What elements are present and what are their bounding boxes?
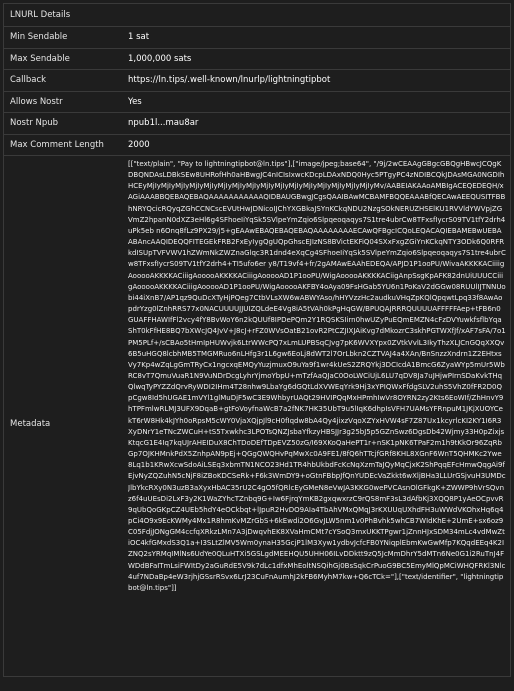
row-value: 1,000,000 sats bbox=[128, 53, 192, 64]
nostr-npub-value[interactable]: npub1l...mau8ar bbox=[128, 118, 199, 129]
row-value: Yes bbox=[128, 96, 142, 107]
row-label: Max Sendable bbox=[10, 53, 70, 64]
row-label: Metadata bbox=[10, 418, 51, 429]
detail-row-callback bbox=[4, 70, 510, 92]
detail-row-max-comment-length bbox=[4, 135, 510, 157]
row-label: Min Sendable bbox=[10, 32, 68, 43]
metadata-value[interactable]: [["text/plain", "Pay to lightningtipbot@ln.tips"],["image/jpeg;base64", "/9j/2wCEAAgGBgcGBQgHBwcJCQgKDBQNDAsLDBkSEw8UHRofHh0aHBwgJC4nICIsIxwcKDcpLDAxNDQ0Hyc5PTgyPC4zNDIBCQkJDAsMGA0NGDIhHCEyMjIyMjIyMjIyMjIyMjIyMjIyMjIyMjIyMjIyMjIyMjIyMjIyMjIyMjIyMjIyMjIyMv/AABEIAKAAoAMBIgACEQEDEQH/xAGiAAABBQEBAQEBAQAAAAAAAAAAAQIDBAUGBwgJCgsQAAIBAwMCBAMFBQQEAAABfQECAwAEEQUSITFBBhNRYQcicRQyqZGhCCNCscEVUtHwJDNicoIJChYXGBkaJSYnKCkqNDU2NzgSOkNERUZHSElKU1RVVldYWVpjZGVmZ2hpanN0dXZ3eHl6g4SFhoeIiYqSk5SVlpeYmZqio6Slpqeoqaqys7S1tre4ubrCw8TFxsfIycrS09TV1tfY2drh4uPk5eb n6Onq8fLz9PX29/j5+gEAAwEBAQEBAQEBAQAAAAAAAAECAwQFBgcICQoLEQACAQIEBAMEBwUEBAABAncAAQIDEQQFITEGEkFRB2FxEyIygQgUQpGhscEJIzNS8BVictEKFiQ04SXxFxgZGiYnKCkqNTY3ODk6Q0RFRkdISUpTVFVWV1hZWmNkZWZnaGlqc3R1dnd4eXqCg4SFhoeIiYqSk5SVlpeYmZqio6Slpqeoqaqys7S1tre4ubrCw8TFxsfIycrS09TV1tfY2drh4+TI5ufo6er y8/T19vf4+fr/2gAMAwEAAhEDEQA/APJD1P1ooPU/WivaAKKKKACiiiigAooooAKKKKACiiigAooooAKKKKACiiigAooooAD1P1ooPU/WigAooooAKKKKACiigAnpSsgKpAFK82dnUiUUUCCiiigAooooAKKKKACiiigAooooAD1P1ooPU/WigAooooAKFBY4oAya09FsHGab5YU6n1PoKaV2dGGw08RUUlIJTNNUobi44iXnB7/AP1qz9QuDcXTyHjPQeg7CtbVLsXW6wABWYAso/hHYVzzHc2audkuVHqZpKQlQpqwtLpq33f8AwAopdrYzg0lZnhRRS77x0NACUUUUJJUIZQLdeE4Vg8iA5tVAh0kPgHqGW/BPUQAJRRRQUUUUAFFFFFAep+tFB6n0GUAFFHAWIfFl2vcy4fY8BvWoY6n2kQUUf8IPDePQm2Y1RQSKSIirn0hwUZyPuEQmEMZN4cFzDVYuwkfsflbYqaShT0kFfHE8BQ7bXWcJQ4JvV+J8cJ+rFZ0WVsOatB21ovR2PtCZJIXJAiKvg7dMkozrC3skhPGTWXfJf/xAF7sFA/7o1PM5PLf+/sCBAo5tHmIpHUWvjk6LtrWWcPQ7xLmLUPBSqCJvg7pK6WVXYpx0ZVtkVvlL3IkyThzXLJCnGQqXXQv6B5uHGQ8lcbhMB5TMGMRuo6nLHfg3r1L6gw6EoLj8dWT2l7OrLbkn2CZTVAJ4a4XAn/BnSnzzXndrn1Z2EHtxsVy7Kp4wZqLgGmTRyCx1ngcxqEMQyYuzjmuxO9uYa9f1wr4kUeS2ZRQYkj3DCIcdA1BmcG6ZyaWYp5mUr5WbRC8vT7QmuVuaR1N9VuNDrDcgLyhrYjmoYbpU+mTzfAaQJaC0OoLWCiUjL6LU7qDV8Ja7uJHjwPIrnSDaKvkTHqQlwqTyPYZZdQrvRyWDI2IHm4T28nhw9LbaYg6dGQtLdXVWEqYrk9Hj3xYPIQWxFfdgSLV2uhS5VhZ0fFR2D0QpCgw8Id5hUGAE1mVYl1glMuDjF5wC3E9WhbyrUAQt29HVIPQqMxHPmhIwVr8OYRN2zy2Kts6EoWIf/ZhHnvY9hTPFmlwRLMJ3UFX9DqaB+gtFoVoyfnaWcB7a2fNK7HK35UbT9u5lIqK6dhpIsVFH7UAMsYFRnpuM1JKjXUOYCekT6rW8Hk4kJYh0oRpsM5cWY0VjaXQjpJl9cH0fIqdw8bA4Qy4jixzVqoXZYxHVW4sF7Z87Ux1kcyrlcKI2KY1I6R3XyDNrY1eTNcZWCuH+tS5Txwkhc3LPOTsQNZJsbaYfkzyHBSJJr3g25bJ5p5GZnSwz6DgsDb42Wjmy33H0pZixjsKtqcG1E4Iq7kqUJrAHEIDuX8ChTDoDEfTDpEVZ50zG/I69XKoQaHePT1r+nSK1pNK6TPaF2m1h9tKkOr96ZqRbGp7OJKHMnkPdX5ZnhpAN9pEj+QGgQWQHvPqMwXc0A9FE1/8fQ6hTTcjfGRf8KHL8XGnF6WnT5QHMKc2Ywe8Lq1b1KRwXcwSdoAiLSEq3xbmTN1NCO23Hd1TR4hbUkbdFcKcNqXzmTaJQyMqCjxK2ShPqqEFcHmwQqgAi9fEjvNyZQZuhN5cNjF8iZBoKDCSeRk+F6k3WmDY9+oGtnFBbpJfQnYUDEcVaZkkt6wXljBHa3LLUrGSjvuH3UMDcJlbYkcRXy0N3uzB3aXyxHbAC35rU2C4gO5fQRlcEyGMeN8eVwJA3KKG0wePVCAsnOlGFkgK+ZWWP9hVrSQvnz6f4uUEsDi2LxF3y2K1WaZYhcTZnbq9G+Iw6FjrqYmKB2gxqwxrzC9rQS8mF3sL3dAfbKj3XQQ8P1yAeOCpvvR9qUbQoGKpCZ4UEb5hdY4eOCkbqt+lJpuR2HvDO9AIa4TbAhVMxQMqJ3rKXUUqUXhdFH3uWWdVKOhxHq6q4pCi4O9x9EcKWMy4Mx1R8hmKvMZrGbS+6kEwdi2O6GvJLW5nm1v0PhBvhk5whCB7WIdKhE+2UmE+sx6oz9C05FdjJONgGM4ccfqXRkzLMn7A3jDwqvhEK8XVaHmCMt7cYSoQ3mxUKKTPgwr1jZnnHJxSDM34mLc4vdMwZtiOC4kfGMxdS3Q1a+I3SLtZlMV5Wm0ynaH35GcjP1lM3Xyw1ydbvJcfcFB0YNiqplEbmKwGwMfp7KQqdEEq4K2IZNQ2sYRMqIMlNs6UdYe0QLuHTXi5GSLgdMEEHQU5UHH06ILvDDktt9zQ5JcMmDhrY5dMTn6Ne0G1i2RuTnJ4FWDdBFaITmLsiFWItDy2aGuRdE5V9k7dLc1dfxMhEoltNSQihGj0BsSqkCrPuoG9BC5EmyMlQpMCiWHQFRKl3Nlc4uf7NDaBp4eW3rjhjGSsrRSvx6LrJ23CuFnAumhJ2kFB6MyhM7kw+Q6cTCk="],["text/identifier", "lightningtipbot@ln.tips"]] bbox=[128, 160, 506, 592]
row-label: Callback bbox=[10, 75, 47, 86]
row-value: 1 sat bbox=[128, 32, 150, 43]
row-label: Max Comment Length bbox=[10, 139, 104, 150]
detail-row-allows-nostr bbox=[4, 92, 510, 114]
panel-title: LNURL Details bbox=[4, 4, 510, 27]
row-value: 2000 bbox=[128, 139, 150, 150]
row-label: Nostr Npub bbox=[10, 118, 59, 129]
detail-row-nostr-npub bbox=[4, 113, 510, 135]
row-label: Allows Nostr bbox=[10, 96, 63, 107]
detail-row-max-sendable bbox=[4, 49, 510, 71]
callback-url[interactable]: https://ln.tips/.well-known/lnurlp/lightningtipbot bbox=[128, 75, 331, 86]
detail-row-min-sendable bbox=[4, 27, 510, 49]
detail-row-metadata bbox=[4, 156, 510, 691]
lnurl-details-panel bbox=[3, 3, 511, 677]
